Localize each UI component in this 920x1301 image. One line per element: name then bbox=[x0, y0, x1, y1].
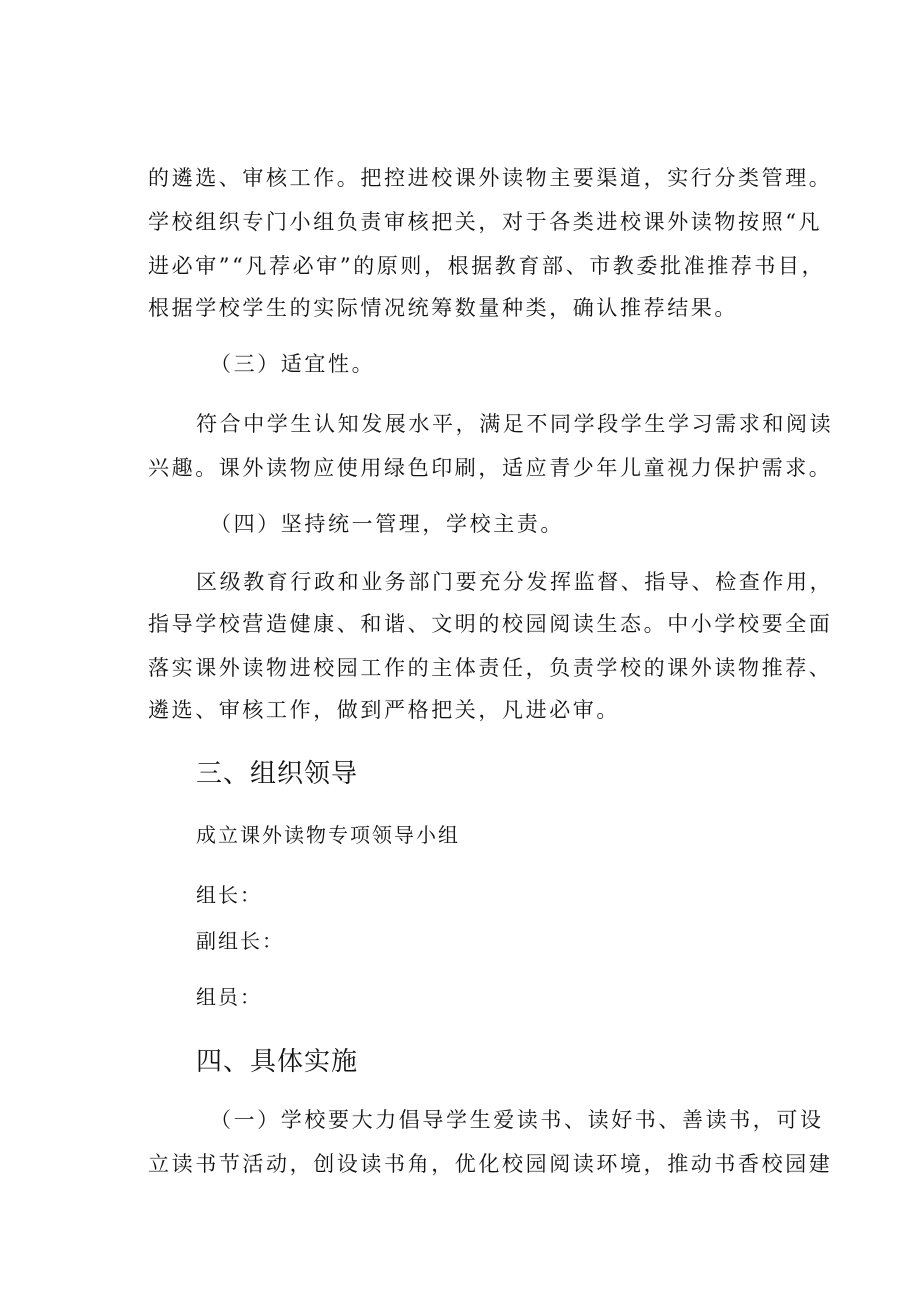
paragraph-line: 根据学校学生的实际情况统筹数量种类，确认推荐结果。 bbox=[148, 296, 738, 320]
subheading-unified-management: （四）坚持统一管理，学校主责。 bbox=[210, 512, 564, 536]
paragraph-line: 符合中学生认知发展水平，满足不同学段学生学习需求和阅读 bbox=[196, 412, 834, 436]
section-title-implementation: 四、具体实施 bbox=[196, 1047, 359, 1077]
paragraph-line: 区级教育行政和业务部门要充分发挥监督、指导、检查作用， bbox=[196, 570, 834, 594]
paragraph-line: （一）学校要大力倡导学生爱读书、读好书、善读书，可设 bbox=[210, 1108, 824, 1132]
section-intro: 成立课外读物专项领导小组 bbox=[196, 823, 460, 847]
deputy-leader-label: 副组长： bbox=[196, 929, 284, 953]
group-leader-label: 组长： bbox=[196, 883, 262, 907]
section-title-organization: 三、组织领导 bbox=[196, 759, 359, 789]
paragraph-line: 立读书节活动，创设读书角，优化校园阅读环境，推动书香校园建 bbox=[148, 1152, 833, 1176]
subheading-suitability: （三）适宜性。 bbox=[210, 352, 376, 376]
paragraph-line: 遴选、审核工作，做到严格把关，凡进必审。 bbox=[148, 698, 620, 722]
paragraph-line: 指导学校营造健康、和谐、文明的校园阅读生态。中小学校要全面 bbox=[148, 612, 833, 636]
paragraph-line: 的遴选、审核工作。把控进校课外读物主要渠道，实行分类管理。 bbox=[148, 166, 833, 190]
paragraph-line: 进必审”“凡荐必审”的原则，根据教育部、市教委批准推荐书目， bbox=[148, 254, 826, 278]
paragraph-line: 落实课外读物进校园工作的主体责任，负责学校的课外读物推荐、 bbox=[148, 656, 833, 680]
members-label: 组员： bbox=[196, 985, 262, 1009]
paragraph-line: 兴趣。课外读物应使用绿色印刷，适应青少年儿童视力保护需求。 bbox=[148, 456, 833, 480]
paragraph-line: 学校组织专门小组负责审核把关，对于各类进校课外读物按照“凡 bbox=[148, 210, 823, 234]
